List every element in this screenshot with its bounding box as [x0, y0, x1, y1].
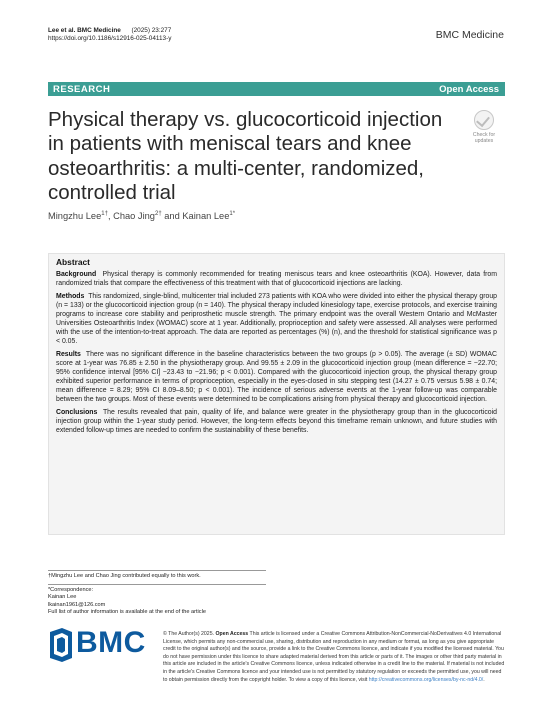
license-open-access: Open Access	[215, 631, 249, 637]
abstract-methods	[56, 292, 497, 346]
correspondence-name: Kainan Lee	[48, 594, 77, 601]
abstract-conclusions	[56, 408, 497, 435]
abstract-results	[56, 350, 497, 404]
check-for-updates-icon	[474, 110, 494, 130]
section-label: Background	[56, 271, 97, 278]
correspondence-email[interactable]: lkainan1961@126.com	[48, 601, 106, 608]
author-name[interactable]: Chao Jing	[113, 211, 155, 222]
section-text: Physical therapy is commonly recommended for treating meniscus tears and knee osteoarthritis (KOA). However, data from randomized trials that compare the effectiveness of this treatment with that of glucocorticoid injections are lacking.	[56, 271, 497, 287]
bmc-logo-mark-icon	[48, 628, 74, 662]
author-affiliation: 1*	[229, 211, 236, 217]
abstract-background	[56, 270, 497, 288]
section-label: Conclusions	[56, 409, 98, 416]
author-name[interactable]: Kainan Lee	[182, 211, 230, 222]
citation-year-volume: (2025) 23:277	[131, 27, 172, 34]
doi-link[interactable]: https://doi.org/10.1186/s12916-025-04113-y	[48, 35, 172, 43]
footnote-divider	[48, 570, 266, 571]
check-for-updates-badge[interactable]	[466, 110, 502, 150]
license-period: .	[483, 676, 485, 683]
open-access-label: Open Access	[439, 84, 499, 95]
citation-authors: Lee et al. BMC Medicine	[48, 27, 121, 34]
author-affiliation: 1†	[101, 211, 108, 217]
license-statement	[163, 631, 507, 684]
license-url[interactable]: http://creativecommons.org/licenses/by-nc-nd/4.0/	[368, 676, 484, 683]
correspondence-label: *Correspondence:	[48, 586, 94, 593]
bmc-logo	[48, 622, 148, 670]
author-name[interactable]: Mingzhu Lee	[48, 211, 102, 222]
running-header	[48, 27, 171, 43]
author-list: Mingzhu Lee$^{1\dagger}$, Chao Jing$^{2\dagger}$ and Kainan Lee$^{1*}$	[48, 211, 236, 222]
bmc-logo-text: BMC	[76, 626, 146, 659]
author-affiliation: 2†	[154, 211, 162, 217]
footnotes	[48, 570, 268, 617]
section-label: Methods	[56, 293, 85, 300]
journal-name: BMC Medicine	[435, 29, 504, 41]
section-label: Results	[56, 351, 81, 358]
article-type-label: RESEARCH	[53, 84, 111, 95]
article-title: Physical therapy vs. glucocorticoid injection in patients with meniscal tears and knee osteoarthritis: a multi-center, randomized, controlled trial	[48, 108, 443, 205]
footnote-divider	[48, 584, 266, 585]
abstract-box	[48, 253, 505, 535]
section-text: There was no significant difference in the baseline characteristics between the two groups (p > 0.05). The average (± SD) WOMAC score at 1-year was 76.85 ± 2.50 in the physiotherapy group. And 99.55 ± 2.09 in the glucocorticoid injection group (mean difference = −22.70; 95% confidence interval [95% CI] −23.43 to −21.96; p < 0.001). Compared with the glucocorticoid injection group, the physical therapy group exhibited superior performance in terms of proprioception, especially in the eyes-closed in situ stepping test (14.27 ± 0.75 versus 5.98 ± 0.74; mean difference = 8.29; 95% CI 8.09–8.50; p < 0.001). The incidence of serious adverse events at the 1-year follow-up was comparable between the two groups. Most of these events were determined to be complications arising from physical therapy and glucocorticoid injection.	[56, 351, 497, 403]
license-copyright: © The Author(s) 2025.	[163, 631, 215, 637]
license-text: This article is licensed under a Creative Commons Attribution-NonCommercial-NoDerivatives 4.0 International License, which permits any non-commercial use, sharing, distribution and reproduction in any medium or format, as long as you give appropriate credit to the original author(s) and the source, provide a link to the Creative Commons licence, and indicate if you modified the licensed material. You do not have permission under this licence to share adapted material derived from this article or parts of it. The images or other third party material in this article are included in the article's Creative Commons licence, unless indicated otherwise in a credit line to the material. If material is not included in the article's Creative Commons licence and your intended use is not permitted by statutory regulation or exceeds the permitted use, you will need to obtain permission directly from the copyright holder. To view a copy of this licence, visit	[163, 631, 505, 683]
equal-contribution-note: †Mingzhu Lee and Chao Jing contributed equally to this work.	[48, 573, 201, 579]
section-text: The results revealed that pain, quality of life, and balance were greater in the physiotherapy group than in the glucocorticoid injection group within the 1-year study period. However, the long-term effects beyond this timeframe remain unknown, and future studies with extended follow-up times are needed to confirm the sustainability of these benefits.	[56, 409, 497, 434]
author-info-note: Full list of author information is available at the end of the article	[48, 609, 206, 616]
check-for-updates-text: Check for updates	[472, 132, 496, 144]
section-text: This randomized, single-blind, multicenter trial included 273 patients with KOA who were divided into either the physical therapy group (n = 133) or the glucocorticoid injection group (n = 140). The physical therapy included kinesiology tape, exercise protocols, and exercise training programs to increase core stability and periprosthetic muscle strength. The primary endpoint was the overall Western Ontario and McMaster Universities Osteoarthritis Index (WOMAC) score at 1 year. Additionally, proprioception and safety were assessed. All analyses were performed with the use of the intention-to-treat approach. The data are reported as percentages (%) (n), and the threshold for statistical significance was p < 0.05.	[56, 293, 497, 345]
article-type-band	[48, 82, 505, 96]
abstract-heading: Abstract	[56, 257, 90, 267]
